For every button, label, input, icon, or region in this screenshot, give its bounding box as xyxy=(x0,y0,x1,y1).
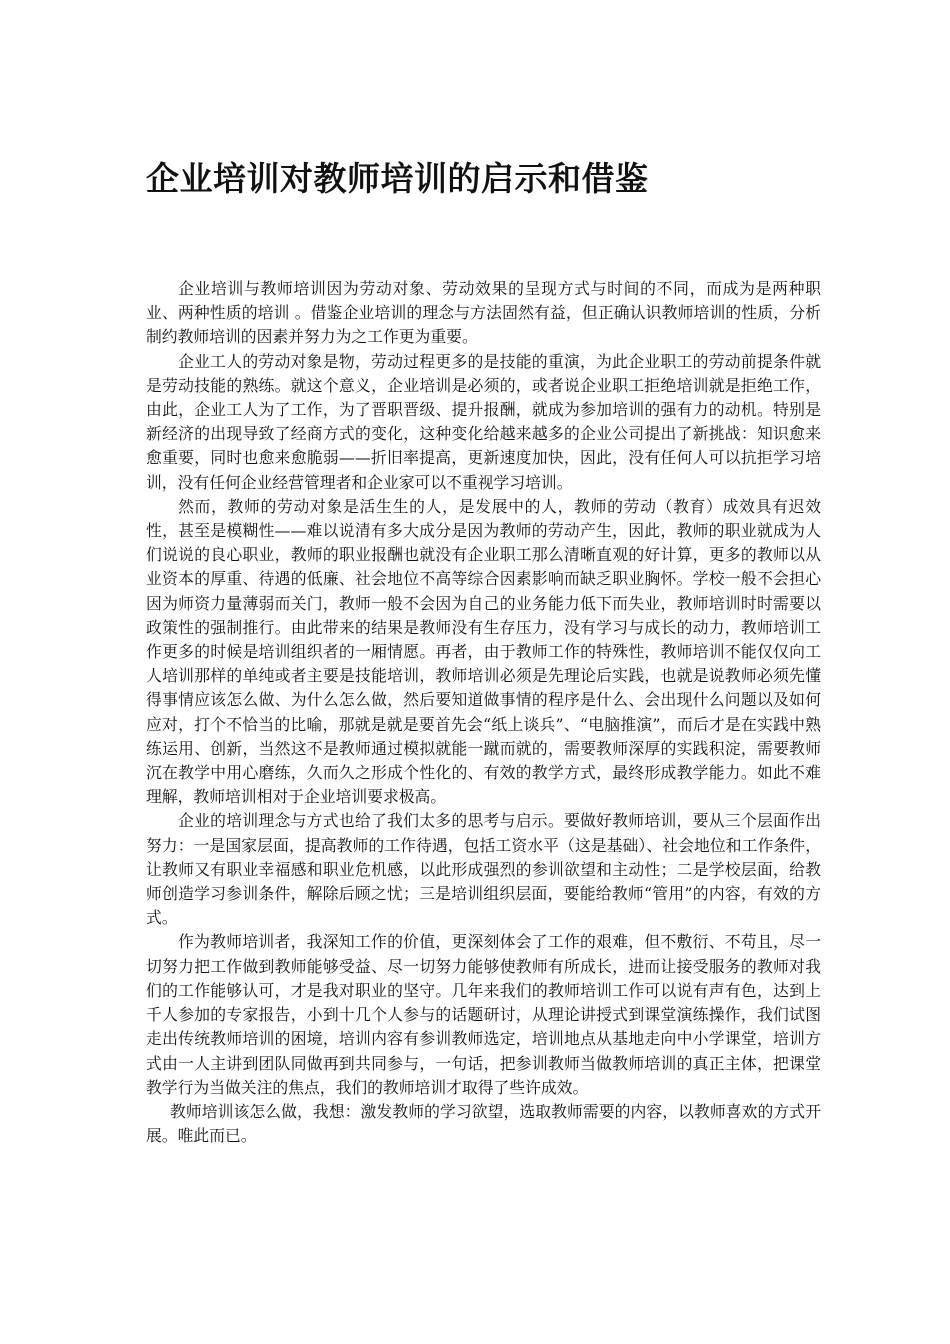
paragraph: 作为教师培训者，我深知工作的价值，更深刻体会了工作的艰难，但不敷衍、不苟且，尽一切努力把工作做到教师能够受益、尽一切努力能够使教师有所成长，进而让接受服务的教师对我们的工作能够认可，才是我对职业的坚守。几年来我们的教师培训工作可以说有声有色，达到上千人参加的专家报告，小到十几个人参与的话题研讨，从理论讲授式到课堂演练操作，我们试图走出传统教师培训的困境，培训内容有参训教师选定，培训地点从基地走向中小学课堂，培训方式由一人主讲到团队同做再到共同参与，一句话，把参训教师当做教师培训的真正主体，把课堂教学行为当做关注的焦点，我们的教师培训才取得了些许成效。 xyxy=(146,932,821,1097)
document-title: 企业培训对教师培训的启示和借鉴 xyxy=(146,159,649,198)
paragraph: 然而，教师的劳动对象是活生生的人，是发展中的人，教师的劳动（教育）成效具有迟效性，甚至是模糊性——难以说清有多大成分是因为教师的劳动产生，因此，教师的职业就成为人们说说的良心职业，教师的职业报酬也就没有企业职工那么清晰直观的好计算，更多的教师以从业资本的厚重、待遇的低廉、社会地位不高等综合因素影响而缺乏职业胸怀。学校一般不会担心因为师资力量薄弱而关门，教师一般不会因为自己的业务能力低下而失业，教师培训时时需要以政策性的强制推行。由此带来的结果是教师没有生存压力，没有学习与成长的动力，教师培训工作更多的时候是培训组织者的一厢情愿。再者，由于教师工作的特殊性，教师培训不能仅仅向工人培训那样的单纯或者主要是技能培训，教师培训必须是先理论后实践，也就是说教师必须先懂得事情应该怎么做、为什么怎么做，然后要知道做事情的程序是什么、会出现什么问题以及如何应对，打个不恰当的比喻，那就是就是要首先会“纸上谈兵”、“电脑推演”，而后才是在实践中熟练运用、创新，当然这不是教师通过模拟就能一蹴而就的，需要教师深厚的实践积淀，需要教师沉在教学中用心磨练，久而久之形成个性化的、有效的教学方式，最终形成教学能力。如此不难理解，教师培训相对于企业培训要求极高。 xyxy=(146,496,821,807)
document-body xyxy=(146,277,821,1148)
paragraph: 企业培训与教师培训因为劳动对象、劳动效果的呈现方式与时间的不同，而成为是两种职业、两种性质的培训 。借鉴企业培训的理念与方法固然有益，但正确认识教师培训的性质，分析制约教师培训的因素并努力为之工作更为重要。 xyxy=(146,279,821,347)
paragraph: 教师培训该怎么做，我想：激发教师的学习欲望，选取教师需要的内容，以教师喜欢的方式开展。唯此而已。 xyxy=(146,1101,821,1146)
paragraph: 企业工人的劳动对象是物，劳动过程更多的是技能的重演，为此企业职工的劳动前提条件就是劳动技能的熟练。就这个意义，企业培训是必须的，或者说企业职工拒绝培训就是拒绝工作，由此，企业工人为了工作，为了晋职晋级、提升报酬，就成为参加培训的强有力的动机。特别是新经济的出现导致了经商方式的变化，这种变化给越来越多的企业公司提出了新挑战：知识愈来愈重要，同时也愈来愈脆弱——折旧率提高，更新速度加快，因此，没有任何人可以抗拒学习培训，没有任何企业经营管理者和企业家可以不重视学习培训。 xyxy=(146,351,821,492)
paragraph: 企业的培训理念与方式也给了我们太多的思考与启示。要做好教师培训，要从三个层面作出努力：一是国家层面，提高教师的工作待遇，包括工资水平（这是基础）、社会地位和工作条件，让教师又有职业幸福感和职业危机感，以此形成强烈的参训欲望和主动性；二是学校层面，给教师创造学习参训条件，解除后顾之忧；三是培训组织层面，要能给教师“管用”的内容，有效的方式。 xyxy=(146,811,821,928)
